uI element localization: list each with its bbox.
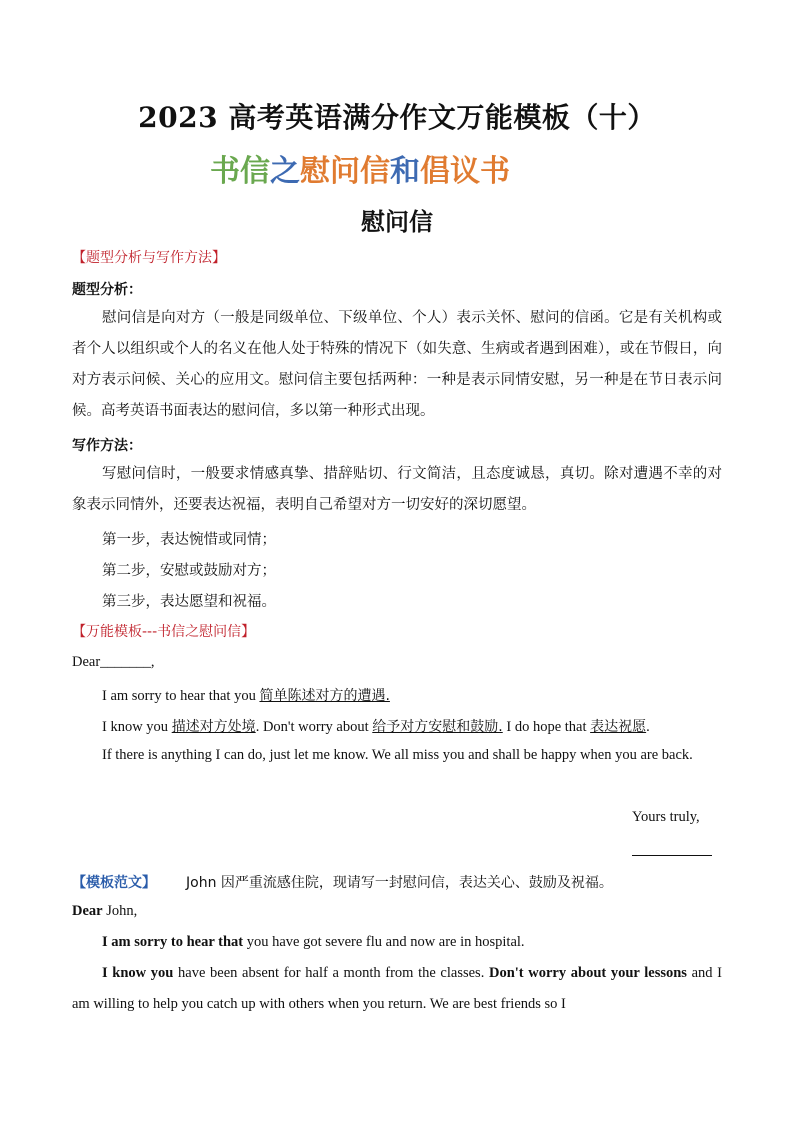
sample-p2-rest-2: and I am willing to help you catch up with others when you return. We are best friends so I	[72, 965, 723, 1012]
sample-prompt: John 因严重流感住院，现请写一封慰问信，表达关心、鼓励及祝福。	[186, 875, 613, 891]
sample-paragraph-2	[72, 958, 722, 1020]
sample-p1-rest: you have got severe flu and now are in hospital.	[243, 934, 525, 950]
sample-header	[72, 872, 722, 892]
type-analysis-paragraph: 慰问信是向对方（一般是同级单位、下级单位、个人）表示关怀、慰问的信函。它是有关机构或者个人以组织或个人的名义在他人处于特殊的情况下（如失意、生病或者遇到困难），或在节假日，向对方表示问候、关心的应用文。慰问信主要包括两种：一种是表示同情安慰，另一种是在节日表示问候。高考英语书面表达的慰问信，多以第一种形式出现。	[72, 310, 722, 419]
sample-dear: Dear	[72, 903, 103, 919]
template-line-2-text-b: . Don't worry about	[255, 719, 373, 735]
sample-p1-bold: I am sorry to hear that	[102, 934, 244, 950]
sample-tag: 【模板范文】	[72, 875, 156, 891]
step-2: 第二步，安慰或鼓励对方；	[102, 563, 276, 579]
step-3: 第三步，表达愿望和祝福。	[102, 594, 276, 610]
sample-paragraph-1	[102, 934, 722, 951]
template-line-1-text: I am sorry to hear that you	[102, 688, 260, 704]
subtitle-part-proposal: 倡议书	[420, 154, 510, 189]
template-line-2-blank-1: 描述对方处境	[171, 719, 256, 735]
template-line-2-text-c: I do hope that	[502, 719, 591, 735]
type-analysis-label: 题型分析：	[72, 282, 142, 298]
template-salutation: Dear_______,	[72, 654, 155, 670]
section-title: 慰问信	[361, 208, 433, 236]
template-line-2-text-a: I know you	[102, 719, 172, 735]
template-line-2-blank-2: 给予对方安慰和鼓励.	[372, 719, 503, 735]
signature-line	[632, 855, 712, 856]
template-closing: Yours truly,	[632, 809, 700, 825]
subtitle-part-of: 之	[270, 154, 300, 189]
sample-p2-rest-1: have been absent for half a month from the classes.	[173, 965, 489, 981]
sample-dear-name: John,	[102, 903, 138, 919]
template-line-3: If there is anything I can do, just let me know. We all miss you and shall be happy when you are back.	[102, 747, 693, 763]
sample-salutation	[72, 903, 722, 920]
analysis-tag: 【题型分析与写作方法】	[72, 250, 226, 266]
subtitle-part-letter: 书信	[210, 154, 270, 189]
template-line-2-text-d: .	[646, 719, 650, 735]
template-line-2	[102, 716, 722, 736]
writing-method-paragraph: 写慰问信时，一般要求情感真挚、措辞贴切、行文简洁，且态度诚恳，真切。除对遭遇不幸的对象表示同情外，还要表达祝福，表明自己希望对方一切安好的深切愿望。	[72, 466, 722, 513]
main-title: 2023 高考英语满分作文万能模板（十）	[138, 101, 656, 134]
subtitle	[210, 146, 510, 190]
template-tag: 【万能模板---书信之慰问信】	[72, 624, 256, 640]
subtitle-part-consolation: 慰问信	[300, 154, 390, 189]
sample-p2-bold-1: I know you	[102, 965, 174, 981]
sample-p2-bold-2: Don't worry about your lessons	[488, 965, 687, 981]
subtitle-part-and: 和	[390, 154, 420, 189]
template-line-1	[102, 685, 722, 705]
writing-method-label: 写作方法：	[72, 438, 142, 454]
step-1: 第一步，表达惋惜或同情；	[102, 532, 276, 548]
template-line-1-blank: 简单陈述对方的遭遇.	[259, 688, 390, 704]
template-line-2-blank-3: 表达祝愿	[590, 719, 647, 735]
